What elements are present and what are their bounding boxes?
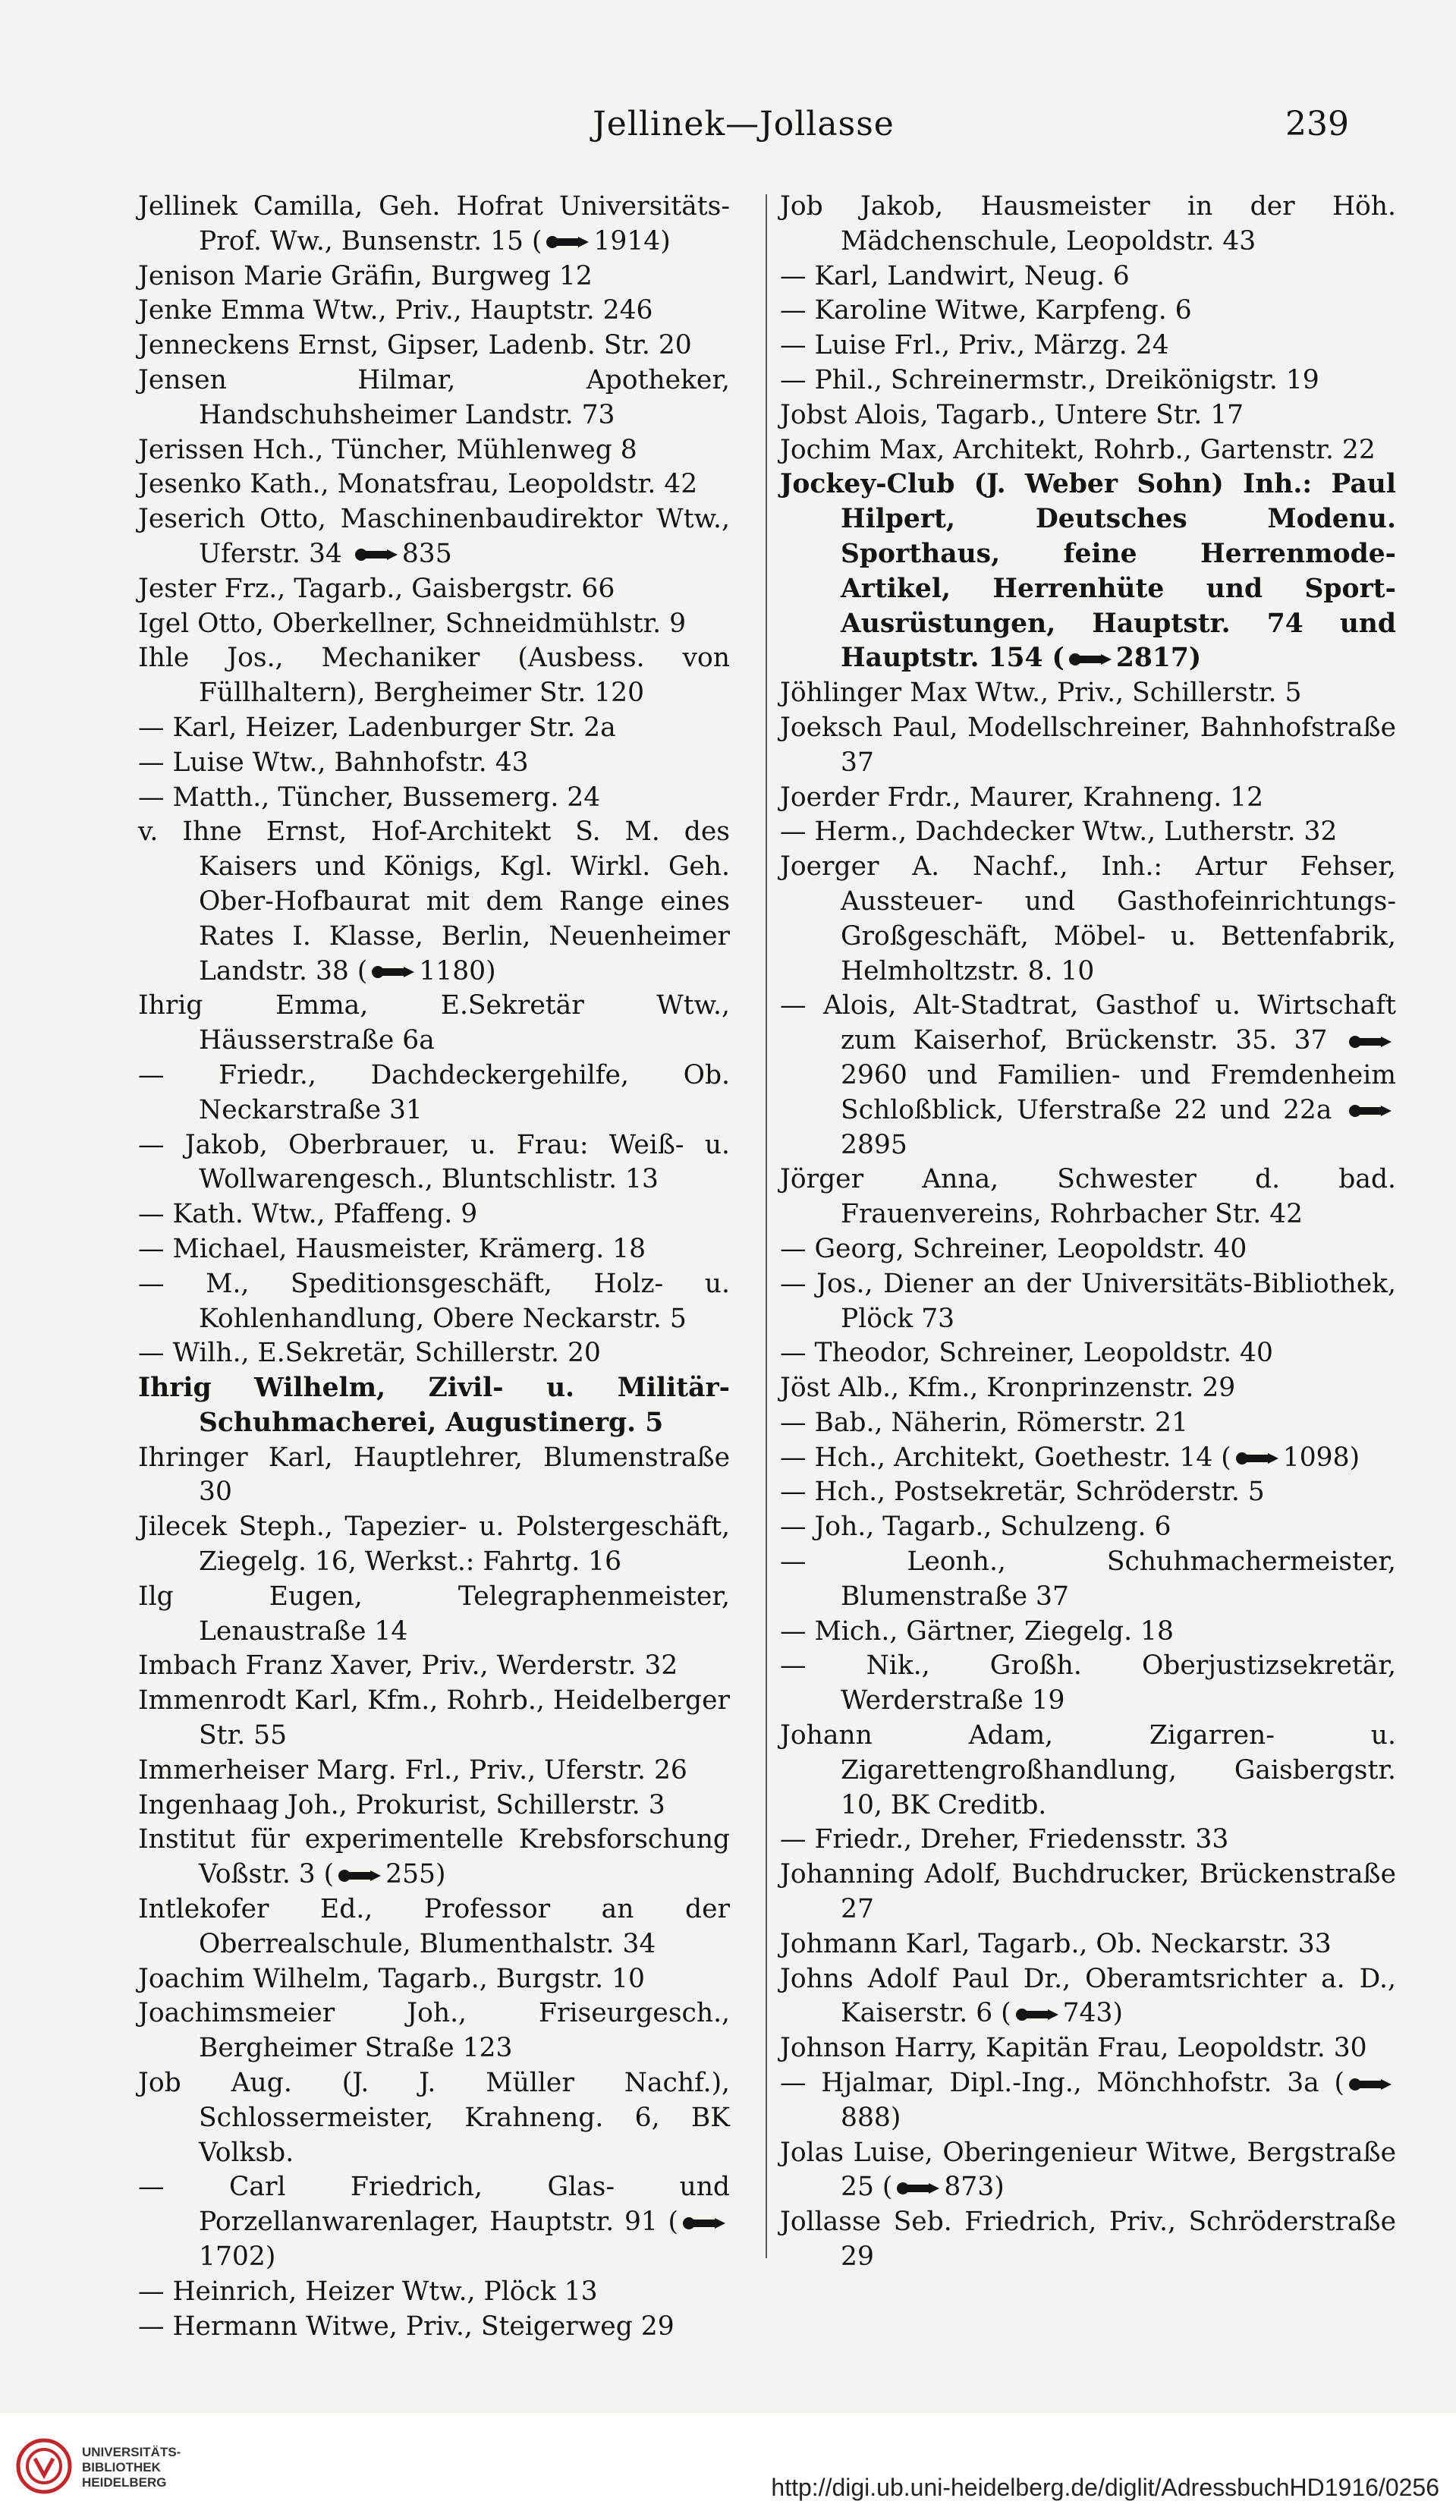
entry-text: Imbach Franz Xaver, Priv., Werderstr. 32 (138, 1650, 678, 1682)
entry-text: Jilecek Steph., Tapezier- u. Polstergeschäft, Ziegelg. 16, Werkst.: Fahrtg. 16 (138, 1512, 730, 1578)
directory-entry (138, 815, 730, 989)
directory-entry (138, 1684, 730, 1754)
telephone-icon (680, 2215, 728, 2232)
entry-text: v. Ihne Ernst, Hof-Architekt S. M. des Kaisers und Königs, Kgl. Wirkl. Geh. Ober-Hofbaurat mit dem Range eines Rates I. Klasse, Berlin, Neuenheimer Landstr. 38 ( (138, 816, 730, 986)
entry-text: Ihrig Wilhelm, Zivil- u. Militär-Schuhmacherei, Augustinerg. 5 (138, 1373, 730, 1438)
directory-entry (138, 781, 730, 816)
column-divider (766, 194, 767, 2258)
entry-text: — Heinrich, Heizer Wtw., Plöck 13 (138, 2276, 598, 2307)
entry-text: Joerger A. Nachf., Inh.: Artur Fehser, Aussteuer- und Gasthofeinrichtungs-Großgeschäft, Möbel- u. Bettenfabrik, Helmholtzstr. 8. 10 (780, 851, 1396, 986)
directory-entry (780, 1823, 1396, 1858)
directory-entry (780, 260, 1396, 294)
seal-icon (14, 2436, 74, 2496)
entry-text: Igel Otto, Oberkellner, Schneidmühlstr. 9 (138, 608, 687, 639)
telephone-icon (1013, 2006, 1061, 2023)
entry-text: Jöst Alb., Kfm., Kronprinzenstr. 29 (780, 1373, 1236, 1404)
entry-text: Jöhlinger Max Wtw., Priv., Schillerstr. 5 (780, 678, 1302, 709)
directory-entry (138, 2170, 730, 2274)
directory-entry (780, 711, 1396, 781)
directory-entry (138, 989, 730, 1059)
entry-text-tail: ) (1188, 643, 1202, 674)
entry-text: Johanning Adolf, Buchdrucker, Brückenstraße 27 (780, 1859, 1396, 1925)
entry-text: — Luise Frl., Priv., Märzg. 24 (780, 330, 1169, 361)
directory-entry (138, 1441, 730, 1511)
entry-text: Jockey-Club (J. Weber Sohn) Inh.: Paul Hilpert, Deutsches Modenu. Sporthaus, feine Herrenmode-Artikel, Herrenhüte und Sport-Ausrüstungen, Hauptstr. 74 und Hauptstr. 154 ( (780, 469, 1396, 674)
entry-text: Jochim Max, Architekt, Rohrb., Gartenstr. 22 (780, 434, 1376, 465)
entry-text: — Friedr., Dachdeckergehilfe, Ob. Neckarstraße 31 (138, 1059, 730, 1125)
entry-text: Immenrodt Karl, Kfm., Rohrb., Heidelberger Str. 55 (138, 1685, 730, 1751)
entry-text: — Herm., Dachdecker Wtw., Lutherstr. 32 (780, 816, 1338, 848)
directory-entry (138, 363, 730, 433)
entry-text: Jörger Anna, Schwester d. bad. Frauenvereins, Rohrbacher Str. 42 (780, 1164, 1396, 1230)
entry-text: — Jos., Diener an der Universitäts-Bibliothek, Plöck 73 (780, 1268, 1396, 1334)
directory-entry (780, 815, 1396, 850)
directory-entry (780, 1719, 1396, 1823)
directory-entry (780, 781, 1396, 816)
directory-entry (780, 2066, 1396, 2136)
directory-entry (138, 1059, 730, 1128)
directory-entry (780, 1267, 1396, 1337)
directory-entry (138, 2310, 730, 2345)
entry-text: Johns Adolf Paul Dr., Oberamtsrichter a. D., Kaiserstr. 6 ( (780, 1963, 1396, 2029)
directory-entry (138, 607, 730, 642)
phone-number: 1098 (1282, 1442, 1350, 1473)
entry-text: — Hermann Witwe, Priv., Steigerweg 29 (138, 2311, 675, 2342)
phone-number: 1180 (419, 955, 486, 986)
directory-entry (138, 502, 730, 572)
directory-entry (780, 1162, 1396, 1232)
entry-text: — Wilh., E.Sekretär, Schillerstr. 20 (138, 1338, 601, 1369)
directory-entry (138, 1892, 730, 1962)
directory-entry (780, 1649, 1396, 1719)
directory-entry (138, 1267, 730, 1337)
left-column (138, 190, 730, 2344)
directory-entry (138, 1649, 730, 1684)
directory-entry (138, 467, 730, 502)
phone-number: 888 (841, 2102, 891, 2133)
telephone-icon (335, 1867, 384, 1884)
entry-text: — Bab., Näherin, Römerstr. 21 (780, 1407, 1188, 1438)
logo-line: BIBLIOTHEK (82, 2460, 161, 2474)
directory-entry (780, 190, 1396, 260)
entry-text: — Hjalmar, Dipl.-Ing., Mönchhofstr. 3a ( (780, 2068, 1344, 2099)
entry-text: — Carl Friedrich, Glas- und Porzellanwarenlager, Hauptstr. 91 ( (138, 2172, 730, 2238)
entry-text: — Theodor, Schreiner, Leopoldstr. 40 (780, 1338, 1273, 1369)
logo-text (82, 2445, 181, 2490)
directory-entry (780, 1441, 1396, 1476)
directory-entry (138, 1510, 730, 1580)
phone-number: 1914 (593, 225, 661, 256)
directory-entry (138, 433, 730, 468)
entry-text-tail: ) (890, 2102, 901, 2133)
directory-entry (138, 711, 730, 746)
directory-entry (780, 329, 1396, 363)
telephone-icon (543, 234, 592, 250)
entry-text: Johann Adam, Zigarren- u. Zigarettengroßhandlung, Gaisbergstr. 10, BK Creditb. (780, 1720, 1396, 1820)
directory-entry (780, 1545, 1396, 1615)
phone-number: 743 (1062, 1998, 1113, 2029)
entry-text: Jester Frz., Tagarb., Gaisbergstr. 66 (138, 573, 615, 604)
entry-text: Jeserich Otto, Maschinenbaudirektor Wtw., Uferstr. 34 (138, 504, 730, 569)
right-column (780, 190, 1396, 2275)
directory-entry (780, 1615, 1396, 1650)
entry-text-tail: ) (660, 225, 671, 256)
telephone-icon (1346, 2076, 1395, 2093)
directory-entry (138, 1336, 730, 1371)
entry-text-tail: ) (265, 2242, 276, 2273)
entry-text: — Luise Wtw., Bahnhofstr. 43 (138, 747, 529, 778)
page-header (137, 105, 1351, 150)
directory-entry (138, 2066, 730, 2170)
directory-entry (138, 1197, 730, 1232)
directory-entry (780, 1858, 1396, 1927)
directory-entry (138, 1823, 730, 1892)
entry-text: Jellinek Camilla, Geh. Hofrat Universitäts-Prof. Ww., Bunsenstr. 15 ( (138, 191, 730, 256)
entry-text: — Jakob, Oberbrauer, u. Frau: Weiß- u. Wollwarengesch., Bluntschlistr. 13 (138, 1129, 730, 1195)
directory-entry (780, 294, 1396, 329)
directory-entry (780, 433, 1396, 468)
directory-entry (138, 1754, 730, 1789)
telephone-icon (352, 546, 401, 563)
directory-entry (780, 1336, 1396, 1371)
telephone-icon (1346, 1033, 1395, 1050)
directory-entry (138, 1128, 730, 1198)
phone-number: 1702 (199, 2242, 266, 2273)
directory-entry (780, 1962, 1396, 2032)
telephone-icon (369, 964, 417, 980)
directory-entry (780, 1232, 1396, 1267)
directory-entry (780, 398, 1396, 433)
entry-text: Ingenhaag Joh., Prokurist, Schillerstr. 3 (138, 1789, 665, 1820)
directory-entry (138, 1996, 730, 2066)
entry-text: Jenneckens Ernst, Gipser, Ladenb. Str. 20 (138, 330, 692, 361)
directory-entry (138, 1789, 730, 1823)
entry-text: — Phil., Schreinermstr., Dreikönigstr. 19 (780, 364, 1319, 395)
entry-text: Joeksch Paul, Modellschreiner, Bahnhofstraße 37 (780, 712, 1396, 778)
phone-number: 2817 (1115, 643, 1189, 674)
entry-text: Job Aug. (J. J. Müller Nachf.), Schlossermeister, Krahneng. 6, BK Volksb. (138, 2068, 730, 2168)
directory-entry (138, 641, 730, 711)
telephone-icon (1346, 1103, 1395, 1119)
entry-text: — Matth., Tüncher, Bussemerg. 24 (138, 782, 601, 813)
entry-text: — Leonh., Schuhmachermeister, Blumenstraße 37 (780, 1546, 1396, 1612)
entry-text: Ihle Jos., Mechaniker (Ausbess. von Füllhaltern), Bergheimer Str. 120 (138, 643, 730, 709)
phone-number: 255 (385, 1859, 436, 1890)
entry-text: Immerheiser Marg. Frl., Priv., Uferstr. 26 (138, 1754, 687, 1785)
entry-text: — Georg, Schreiner, Leopoldstr. 40 (780, 1233, 1247, 1264)
directory-entry (780, 850, 1396, 989)
library-logo[interactable] (14, 2436, 181, 2496)
entry-text-tail: ) (994, 2172, 1005, 2203)
entry-text: — Michael, Hausmeister, Krämerg. 18 (138, 1233, 646, 1264)
entry-text: Jenison Marie Gräfin, Burgweg 12 (138, 260, 593, 291)
phone-number: 835 (401, 538, 452, 569)
directory-entry (138, 1232, 730, 1267)
entry-text: Joachimsmeier Joh., Friseurgesch., Bergheimer Straße 123 (138, 1998, 730, 2064)
source-url-link[interactable]: http://digi.ub.uni-heidelberg.de/diglit/AdressbuchHD1916/0256 (771, 2474, 1439, 2501)
entry-text: Ihrig Emma, E.Sekretär Wtw., Häusserstraße 6a (138, 990, 730, 1056)
entry-text-tail: ) (436, 1859, 446, 1890)
entry-text: Jobst Alois, Tagarb., Untere Str. 17 (780, 399, 1244, 430)
entry-text: Jerissen Hch., Tüncher, Mühlenweg 8 (138, 434, 637, 465)
entry-text: — M., Speditionsgeschäft, Holz- u. Kohlenhandlung, Obere Neckarstr. 5 (138, 1268, 730, 1334)
entry-text: — Joh., Tagarb., Schulzeng. 6 (780, 1512, 1171, 1543)
entry-text: Jesenko Kath., Monatsfrau, Leopoldstr. 42 (138, 469, 698, 500)
directory-entry (780, 1406, 1396, 1441)
telephone-icon (1233, 1450, 1281, 1467)
directory-entry (780, 676, 1396, 711)
directory-entry (138, 746, 730, 781)
directory-entry (138, 1580, 730, 1650)
entry-text: — Karoline Witwe, Karpfeng. 6 (780, 295, 1192, 326)
entry-text: Intlekofer Ed., Professor an der Oberrealschule, Blumenthalstr. 34 (138, 1894, 730, 1959)
entry-text: Ihringer Karl, Hauptlehrer, Blumenstraße 30 (138, 1442, 730, 1508)
directory-entry (138, 260, 730, 294)
entry-text: Jolas Luise, Oberingenieur Witwe, Bergstraße 25 ( (780, 2137, 1396, 2203)
directory-entry (138, 294, 730, 329)
telephone-icon (1066, 651, 1115, 668)
entry-text: Job Jakob, Hausmeister in der Höh. Mädchenschule, Leopoldstr. 43 (780, 191, 1396, 256)
directory-entry (138, 190, 730, 260)
phone-number: 2960 (841, 1059, 907, 1090)
entry-text-tail: und Familien- und Fremdenheim Schloßblick, Uferstraße 22 und 22a (841, 1059, 1396, 1125)
directory-entry (780, 363, 1396, 398)
directory-entry (138, 572, 730, 607)
entry-text: Jenke Emma Wtw., Priv., Hauptstr. 246 (138, 295, 653, 326)
directory-entry (780, 2031, 1396, 2066)
entry-text: — Hch., Postsekretär, Schröderstr. 5 (780, 1477, 1265, 1508)
entry-text: — Nik., Großh. Oberjustizsekretär, Werderstraße 19 (780, 1650, 1396, 1716)
entry-text: Institut für experimentelle Krebsforschung Voßstr. 3 ( (138, 1824, 730, 1890)
entry-text-tail: ) (1112, 1998, 1123, 2029)
directory-entry (138, 329, 730, 363)
entry-text: Ilg Eugen, Telegraphenmeister, Lenaustraße 14 (138, 1581, 730, 1647)
entry-text: Joerder Frdr., Maurer, Krahneng. 12 (780, 782, 1264, 813)
directory-entry (780, 2205, 1396, 2275)
entry-text-tail: ) (486, 955, 496, 986)
directory-entry (780, 1510, 1396, 1545)
directory-entry (138, 1371, 730, 1441)
entry-text-tail: ) (1349, 1442, 1360, 1473)
entry-text: Jensen Hilmar, Apotheker, Handschuhsheimer Landstr. 73 (138, 364, 730, 430)
directory-entry (780, 1927, 1396, 1962)
directory-entry (780, 1371, 1396, 1406)
entry-text: — Friedr., Dreher, Friedensstr. 33 (780, 1824, 1229, 1855)
page-number: 239 (1285, 105, 1349, 143)
entry-text: — Alois, Alt-Stadtrat, Gasthof u. Wirtschaft zum Kaiserhof, Brückenstr. 35. 37 (780, 990, 1396, 1056)
entry-text: Joachim Wilhelm, Tagarb., Burgstr. 10 (138, 1963, 645, 1994)
directory-entry (138, 2275, 730, 2310)
directory-entry (780, 2136, 1396, 2206)
telephone-icon (894, 2180, 942, 2197)
entry-text: — Mich., Gärtner, Ziegelg. 18 (780, 1616, 1174, 1647)
entry-text: Johmann Karl, Tagarb., Ob. Neckarstr. 33 (780, 1928, 1332, 1959)
directory-entry (138, 1962, 730, 1997)
phone-number: 873 (944, 2172, 995, 2203)
directory-entry (780, 467, 1396, 676)
entry-text: Johnson Harry, Kapitän Frau, Leopoldstr. 30 (780, 2033, 1367, 2064)
logo-line: HEIDELBERG (82, 2475, 167, 2490)
entry-text: Jollasse Seb. Friedrich, Priv., Schröderstraße 29 (780, 2207, 1396, 2273)
entry-text: — Hch., Architekt, Goethestr. 14 ( (780, 1442, 1231, 1473)
directory-entry (780, 1475, 1396, 1510)
entry-text: — Kath. Wtw., Pfaffeng. 9 (138, 1199, 478, 1230)
directory-entry (780, 989, 1396, 1162)
page-title: Jellinek—Jollasse (593, 105, 895, 143)
entry-text: — Karl, Landwirt, Neug. 6 (780, 260, 1130, 291)
entry-text: — Karl, Heizer, Ladenburger Str. 2a (138, 712, 616, 743)
phone-number: 2895 (841, 1129, 907, 1160)
footer-bar (0, 2413, 1456, 2520)
logo-line: UNIVERSITÄTS- (82, 2445, 181, 2459)
